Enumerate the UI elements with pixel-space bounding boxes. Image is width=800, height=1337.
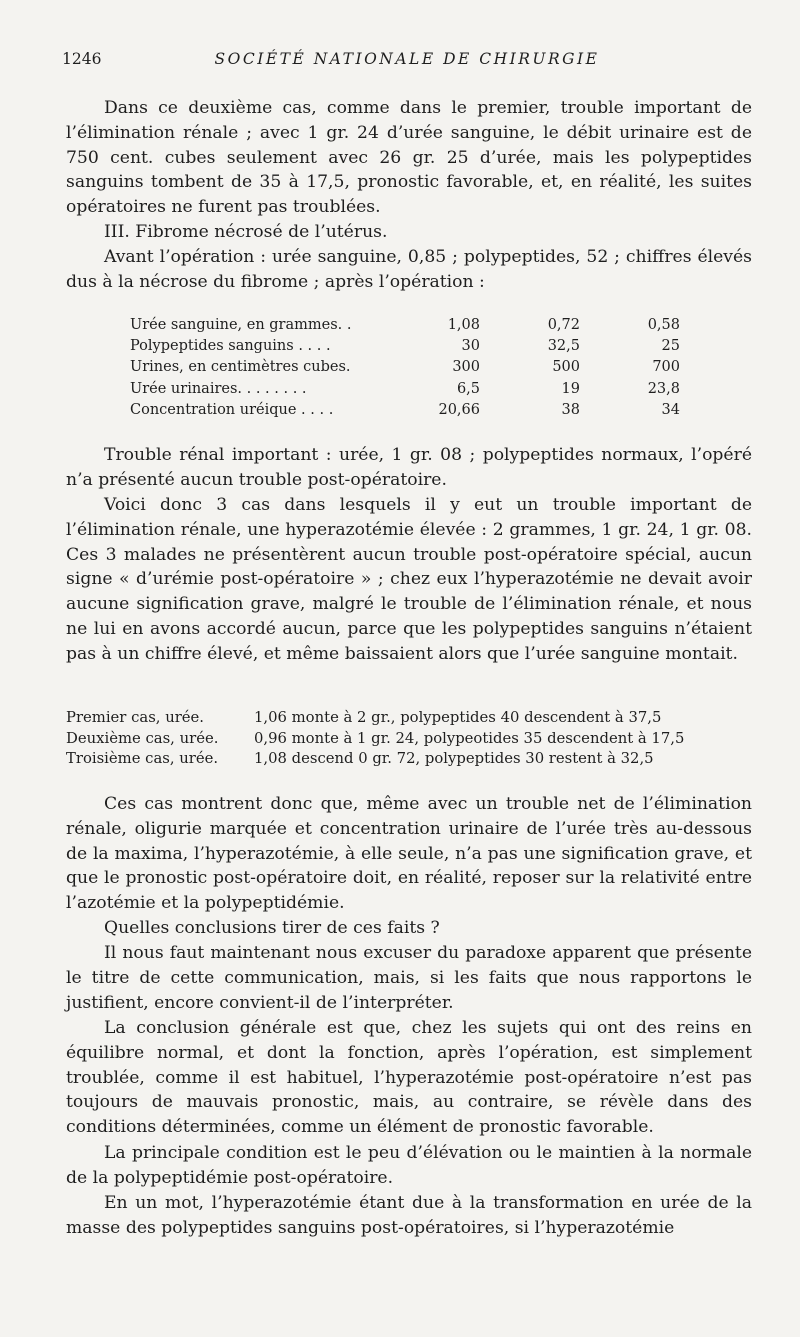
case-label: Deuxième cas, urée. — [66, 729, 219, 747]
table-row — [130, 315, 730, 336]
table-cell: 300 — [452, 359, 480, 376]
table-cell: 19 — [561, 380, 580, 397]
table-row-label: Urines, en centimètres cubes. — [130, 359, 351, 376]
table-row-label: Concentration uréique . . . . — [130, 401, 334, 418]
case-text: 0,96 monte à 1 gr. 24, polypeotides 35 descendent à 17,5 — [254, 729, 685, 747]
table-cell: 1,08 — [447, 317, 480, 333]
table-cell: 0,58 — [647, 317, 680, 333]
paragraph-question: Quelles conclusions tirer de ces faits ? — [104, 918, 440, 938]
table-cell: 32,5 — [547, 338, 580, 355]
table-cell: 20,66 — [438, 401, 480, 418]
table-row-label: Polypeptides sanguins . . . . — [130, 338, 331, 355]
case-label: Troisième cas, urée. — [66, 750, 219, 767]
table-row — [130, 400, 730, 421]
paragraph-conclusion-cases: Ces cas montrent donc que, même avec un trouble net de l’élimination rénale, oligurie marquée et concentration urinaire de l’urée très au-dessous de la maxima, l’hyperazotémie, à elle seule, n’a pas une signification grave, et que le pronostic post-opératoire doit, en réalité, reposer sur la relativité entre l’azotémie et la polypeptidémie. — [66, 794, 752, 914]
table-cell: 25 — [661, 338, 680, 355]
table-row-label: Urée sanguine, en grammes. . — [130, 317, 352, 333]
case-text: 1,06 monte à 2 gr., polypeptides 40 descendent à 37,5 — [254, 709, 662, 726]
heading-case-three: III. Fibrome nécrosé de l’utérus. — [104, 222, 388, 242]
paragraph-final: En un mot, l’hyperazotémie étant due à la transformation en urée de la masse des polypeptides sanguins post-opératoires, si l’hyperazotémie — [66, 1193, 752, 1238]
running-title: SOCIÉTÉ NATIONALE DE CHIRURGIE — [214, 50, 600, 68]
paragraph-general-conclusion: La conclusion générale est que, chez les sujets qui ont des reins en équilibre normal, et dont la fonction, après l’opération, est simplement troublée, comme il est habituel, l’hyperazotémie post-opératoire n’est pas toujours de mauvais pronostic, mais, au contraire, se révèle dans des conditions déterminées, comme un élément de pronostic favorable. — [66, 1018, 752, 1138]
paragraph-paradox: Il nous faut maintenant nous excuser du paradoxe apparent que présente le titre de cette communication, mais, si les faits que nous rapportons le justifient, encore convient-il de l’interpréter. — [66, 943, 752, 1013]
page-header — [62, 50, 752, 76]
case-label: Premier cas, urée. — [66, 709, 205, 726]
table-cell: 700 — [652, 359, 680, 376]
data-table — [130, 315, 730, 421]
paragraph-renal-trouble: Trouble rénal important : urée, 1 gr. 08 ; polypeptides normaux, l’opéré n’a présenté aucun trouble post-opératoire. — [66, 445, 752, 490]
page-number: 1246 — [62, 50, 102, 68]
table-row — [130, 336, 730, 357]
table-row — [130, 357, 730, 378]
table-cell: 30 — [461, 338, 480, 355]
table-row-label: Urée urinaires. . . . . . . . — [130, 380, 307, 397]
paragraph-principal-condition: La principale condition est le peu d’élévation ou le maintien à la normale de la polypeptidémie post-opératoire. — [66, 1143, 752, 1188]
paragraph-three-cases: Voici donc 3 cas dans lesquels il y eut un trouble important de l’élimination rénale, une hyperazotémie élevée : 2 grammes, 1 gr. 24, 1 gr. 08. Ces 3 malades ne présentèrent aucun trouble post-opératoire spécial, aucun signe « d’urémie post-opératoire » ; chez eux l’hyperazotémie ne devait avoir aucune signification grave, malgré le trouble de l’élimination rénale, et nous ne lui en avons accordé aucun, parce que les polypeptides sanguins n’étaient pas à un chiffre élevé, et même baissaient alors que l’urée sanguine montait. — [66, 495, 752, 664]
table-cell: 23,8 — [647, 380, 680, 397]
table-cell: 0,72 — [547, 317, 580, 333]
case-text: 1,08 descend 0 gr. 72, polypeptides 30 restent à 32,5 — [254, 750, 654, 767]
list-item — [66, 708, 756, 729]
table-cell: 34 — [661, 401, 680, 418]
paragraph-before-operation: Avant l’opération : urée sanguine, 0,85 ; polypeptides, 52 ; chiffres élevés dus à la nécrose du fibrome ; après l’opération : — [66, 247, 752, 292]
list-item — [66, 749, 756, 770]
table-cell: 38 — [561, 401, 580, 418]
cases-summary — [66, 708, 756, 770]
table-row — [130, 379, 730, 400]
table-cell: 500 — [552, 359, 580, 376]
list-item — [66, 729, 756, 750]
paragraph-case-two: Dans ce deuxième cas, comme dans le premier, trouble important de l’élimination rénale ; avec 1 gr. 24 d’urée sanguine, le débit urinaire est de 750 cent. cubes seulement avec 26 gr. 25 d’urée, mais les polypeptides sanguins tombent de 35 à 17,5, pronostic favorable, et, en réalité, les suites opératoires ne furent pas troublées. — [66, 98, 752, 218]
table-cell: 6,5 — [456, 380, 480, 397]
